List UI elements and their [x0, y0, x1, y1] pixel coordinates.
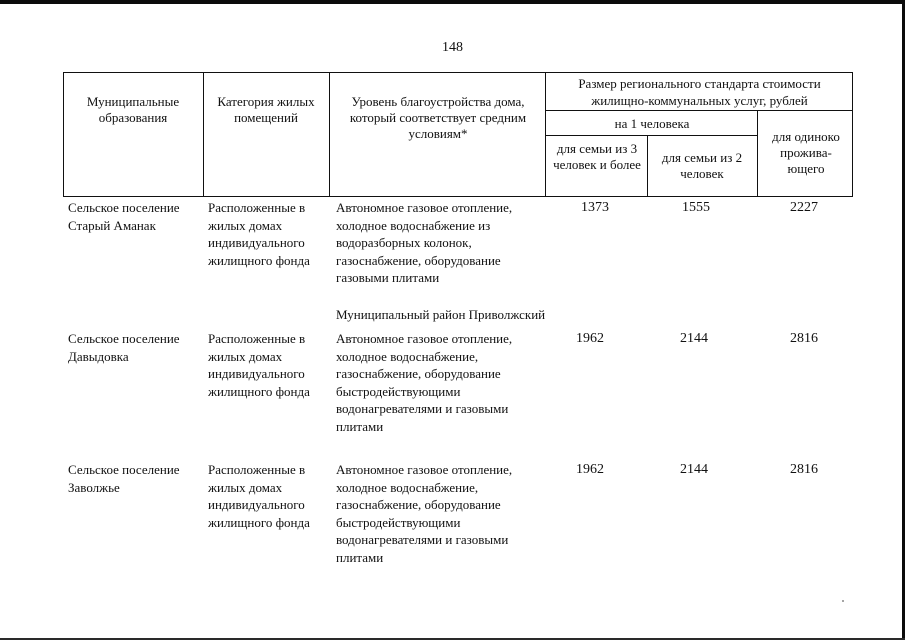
header-standard-line1: Размер регионального стандарта стоимости — [578, 76, 821, 91]
row1-value-single: 2227 — [790, 200, 818, 215]
header-category: Категория жилых помещений — [217, 94, 315, 125]
scan-speck — [842, 600, 844, 602]
header-right-border — [852, 72, 853, 197]
header-single: для одиноко прожива- ющего — [772, 129, 840, 176]
scan-edge-top — [0, 0, 905, 4]
row1-value-family-3plus: 1373 — [581, 200, 609, 215]
header-divider-5 — [757, 110, 758, 197]
row1-value-family-2: 1555 — [682, 200, 710, 215]
row2-level: Автономное газовое отопление, холодное водоснабжение, газоснабжение, оборудование быстродействующими водонагревателями и газовыми плитами — [336, 331, 513, 434]
header-subgroup-divider — [545, 135, 757, 136]
row1-municipality: Сельское поселение Старый Аманак — [68, 200, 180, 233]
row3-level: Автономное газовое отопление, холодное водоснабжение, газоснабжение, оборудование быстродействующими водонагревателями и газовыми плитами — [336, 462, 513, 565]
row3-municipality: Сельское поселение Заволжье — [68, 462, 180, 495]
row3-value-family-2: 2144 — [680, 462, 708, 477]
row3-value-single: 2816 — [790, 462, 818, 477]
header-bottom-border — [63, 196, 853, 197]
header-level: Уровень благоустройства дома, который соответствует средним условиям* — [349, 94, 527, 141]
header-divider-2 — [329, 72, 330, 197]
row1-category: Расположенные в жилых домах индивидуального жилищного фонда — [208, 200, 310, 268]
district-heading: Муниципальный район Приволжский — [336, 307, 546, 322]
header-divider-3 — [545, 72, 546, 197]
row2-value-family-3plus: 1962 — [576, 331, 604, 346]
row3-category: Расположенные в жилых домах индивидуального жилищного фонда — [208, 462, 310, 530]
header-divider-1 — [203, 72, 204, 197]
header-municipalities: Муниципальные образования — [86, 94, 180, 125]
header-family-2: для семьи из 2 человек — [661, 150, 743, 181]
header-divider-4 — [647, 135, 648, 197]
row1-level: Автономное газовое отопление, холодное водоснабжение из водоразборных колонок, газоснабжение, оборудование газовыми плитами — [336, 200, 513, 285]
row2-category: Расположенные в жилых домах индивидуального жилищного фонда — [208, 331, 310, 399]
header-family-3plus: для семьи из 3 человек и более — [553, 141, 641, 172]
row2-municipality: Сельское поселение Давыдовка — [68, 331, 180, 364]
header-per-person: на 1 человека — [614, 116, 690, 131]
header-left-border — [63, 72, 64, 197]
header-group-divider — [545, 110, 853, 111]
page-number: 148 — [442, 40, 463, 55]
header-standard-line2: жилищно-коммунальных услуг, рублей — [591, 93, 808, 108]
row3-value-family-3plus: 1962 — [576, 462, 604, 477]
table-top-border — [63, 72, 853, 73]
row2-value-single: 2816 — [790, 331, 818, 346]
row2-value-family-2: 2144 — [680, 331, 708, 346]
